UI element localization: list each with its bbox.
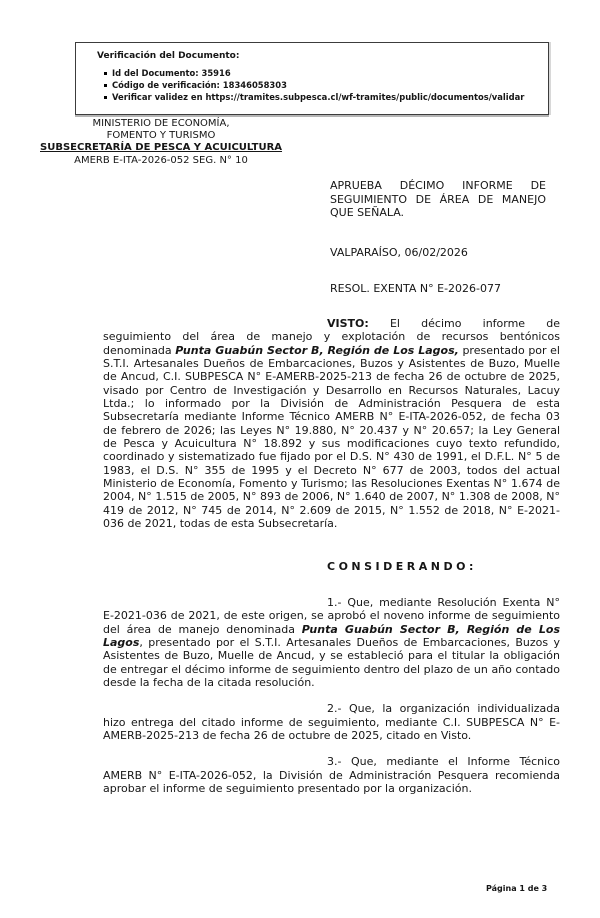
visto-paragraph — [103, 317, 560, 531]
place-date: VALPARAÍSO, 06/02/2026 — [330, 246, 468, 259]
visto-area-name: Punta Guabún Sector B, Región de Los Lagos, — [175, 343, 459, 357]
verification-item-code — [104, 80, 538, 90]
resolution-title-line: SEGUIMIENTO DE ÁREA DE MANEJO — [330, 192, 546, 206]
verification-box — [75, 42, 549, 115]
visto-text-after: presentado por el S.T.I. Artesanales Dueños de Embarcaciones, Buzos y Asistentes de Buzo, Muelle de Ancud, C.I. SUBPESCA N° E-AMERB-2025-213 de fecha 26 de octubre de 2025, visado por Centro de Investigación y Desarrollo en Recursos Naturales, Lacuy Ltda.; lo informado por la División de Administración Pesquera de esta Subsecretaría mediante Informe Técnico AMERB N° E-ITA-2026-052, de fecha 03 de febrero de 2026; las Leyes N° 19.880, N° 20.437 y N° 20.657; la Ley General de Pesca y Acuicultura N° 18.892 y sus modificaciones cuyo texto refundido, coordinado y sistematizado fue fijado por el D.S. N° 430 de 1991, el D.F.L. N° 5 de 1983, el D.S. N° 355 de 1995 y el Decreto N° 677 de 2003, todos del actual Ministerio de Economía, Fomento y Turismo; las Resoluciones Exentas N° 1.674 de 2004, N° 1.515 de 2005, N° 893 de 2006, N° 1.640 de 2007, N° 1.308 de 2008, N° 419 de 2012, N° 745 de 2014, N° 2.609 de 2015, N° 1.552 de 2018, N° E-2021-036 de 2021, todas de esta Subsecretaría. — [103, 343, 560, 531]
considerando-paragraph-2: 2.- Que, la organización individualizada hizo entrega del citado informe de seguimiento, mediante C.I. SUBPESCA N° E-AMERB-2025-213 de fecha 26 de octubre de 2025, citado en Visto. — [103, 702, 560, 742]
considerando-paragraph-3: 3.- Que, mediante el Informe Técnico AMERB N° E-ITA-2026-052, la División de Administración Pesquera recomienda aprobar el informe de seguimiento presentado por la organización. — [103, 755, 560, 795]
considerando-paragraph-1 — [103, 596, 560, 689]
visto-label: VISTO: — [327, 317, 369, 330]
verification-item-text: Id del Documento: 35916 — [112, 68, 231, 78]
letterhead-ministry-line2: FOMENTO Y TURISMO — [106, 130, 216, 142]
letterhead — [40, 118, 282, 167]
letterhead-subsecretaria: SUBSECRETARÍA DE PESCA Y ACUICULTURA — [40, 142, 283, 154]
page-number: Página 1 de 3 — [486, 884, 548, 893]
visto-text-before: El décimo informe de seguimiento del área de manejo y explotación de recursos bentónicos denominada — [103, 317, 560, 357]
verification-item-text: Código de verificación: 18346058303 — [112, 80, 287, 90]
considerando-1-after: , presentado por el S.T.I. Artesanales Dueños de Embarcaciones, Buzos y Asistentes de Buzo, Muelle de Ancud, y se estableció para el titular la obligación de entregar el décimo informe de seguimiento dentro del plazo de un año contado desde la fecha de la citada resolución. — [103, 635, 560, 689]
verification-item-doc-id — [104, 68, 538, 78]
resolution-title-line: QUE SEÑALA. — [330, 206, 405, 219]
considerando-1-area-name: Punta Guabún Sector B, Región de Los Lagos — [103, 622, 560, 649]
verification-url-text: Verificar validez en https://tramites.subpesca.cl/wf-tramites/public/documentos/validar — [112, 92, 525, 102]
bullet-icon — [104, 96, 107, 99]
bullet-icon — [104, 72, 107, 75]
verification-title: Verificación del Documento: — [97, 51, 240, 61]
document-body — [103, 317, 560, 795]
resolution-number: RESOL. EXENTA N° E-2026-077 — [330, 282, 502, 295]
bullet-icon — [104, 84, 107, 87]
verification-item-url — [104, 92, 538, 102]
verification-list — [104, 68, 538, 102]
resolution-title — [330, 179, 546, 220]
letterhead-amerb-code: AMERB E-ITA-2026-052 SEG. N° 10 — [74, 154, 248, 166]
letterhead-ministry-line1: MINISTERIO DE ECONOMÍA, — [92, 118, 230, 129]
resolution-title-line: APRUEBA DÉCIMO INFORME DE — [330, 179, 546, 192]
considerando-heading: CONSIDERANDO: — [327, 559, 477, 573]
considerando-1-before: 1.- Que, mediante Resolución Exenta N° E-2021-036 de 2021, de este origen, se aprobó el noveno informe de seguimiento del área de manejo denominada — [103, 595, 560, 636]
